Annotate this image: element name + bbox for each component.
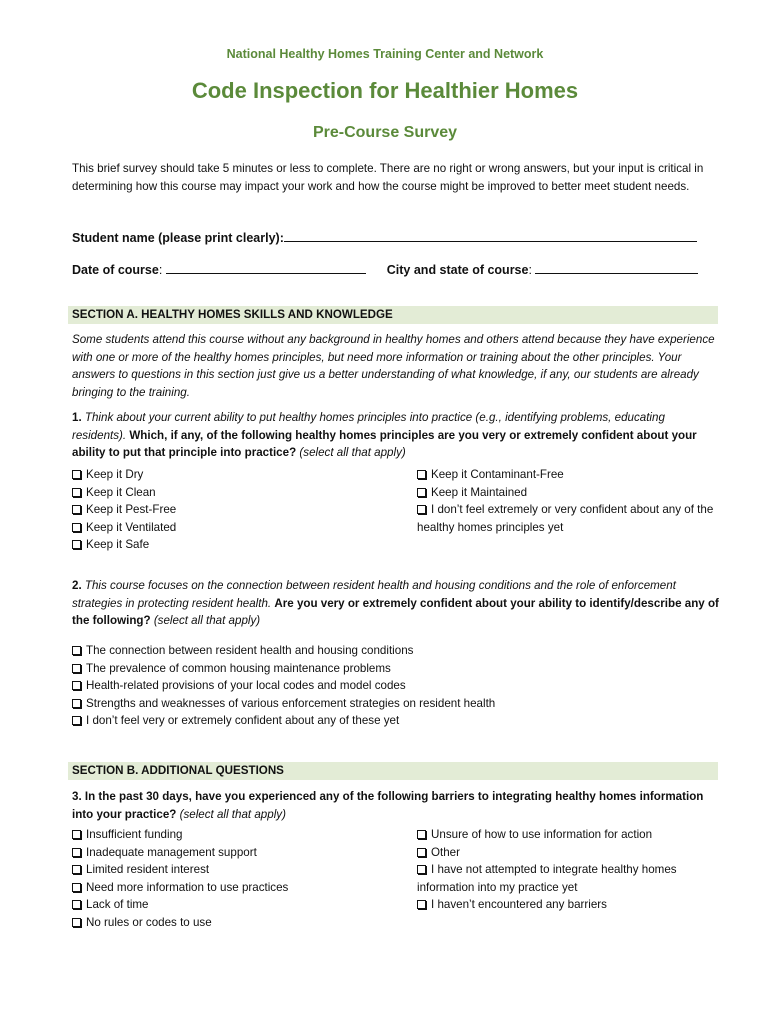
q2-option[interactable]: Health-related provisions of your local codes and model codes [72, 677, 712, 695]
checkbox[interactable] [72, 540, 81, 549]
q3-option[interactable]: Inadequate management support [72, 844, 402, 862]
student-name-label: Student name (please print clearly): [72, 231, 284, 245]
q1-lead: Think about your current ability to put healthy homes principles into practice (e.g., identifying problems, educating residents). [72, 411, 665, 442]
date-input-line[interactable] [166, 260, 366, 274]
checkbox[interactable] [72, 488, 81, 497]
q2-options [72, 642, 712, 730]
date-city-row: Date of course: City and state of course: [72, 260, 712, 277]
q1-option[interactable]: Keep it Ventilated [72, 519, 392, 537]
q3-option[interactable]: Other [417, 844, 717, 862]
q3-option[interactable]: Insufficient funding [72, 826, 402, 844]
city-input-line[interactable] [535, 260, 698, 274]
student-name-input-line[interactable] [284, 228, 697, 242]
intro-paragraph: This brief survey should take 5 minutes or less to complete. There are no right or wrong answers, but your input is critical in determining how this course may impact your work and how the course might be improved to better meet student needs. [72, 162, 704, 193]
section-a-intro: Some students attend this course without any background in healthy homes and others attend because they have experience with one or more of the healthy homes principles, but need more information or training about the other principles. Your answers to questions in this section just give us a better understanding of what knowledge, if any, our students are already bringing to the training. [72, 333, 715, 399]
date-label: Date of course [72, 263, 159, 277]
question-2 [72, 577, 720, 630]
q1-option[interactable]: Keep it Contaminant-Free [417, 466, 717, 484]
q1-question: Which, if any, of the following healthy homes principles are you very or extremely confident about your ability to put that principle into practice? [72, 428, 697, 459]
q2-option[interactable]: I don’t feel very or extremely confident about any of these yet [72, 712, 712, 730]
checkbox[interactable] [417, 505, 426, 514]
checkbox[interactable] [417, 900, 426, 909]
q1-note: (select all that apply) [299, 446, 406, 459]
q3-option[interactable]: Unsure of how to use information for action [417, 826, 717, 844]
q1-option[interactable]: Keep it Pest-Free [72, 501, 392, 519]
document-title: Code Inspection for Healthier Homes [191, 78, 579, 103]
checkbox[interactable] [72, 699, 81, 708]
student-name-row [72, 228, 712, 245]
checkbox[interactable] [72, 716, 81, 725]
question-3 [72, 788, 720, 823]
q3-question: In the past 30 days, have you experienced any of the following barriers to integrating healthy homes information into your practice? [72, 790, 704, 821]
checkbox[interactable] [72, 830, 81, 839]
checkbox[interactable] [417, 488, 426, 497]
q3-options-left [72, 826, 402, 931]
checkbox[interactable] [72, 664, 81, 673]
q3-note: (select all that apply) [179, 807, 286, 821]
q3-number: 3. [72, 790, 82, 803]
section-b-header: SECTION B. ADDITIONAL QUESTIONS [68, 762, 718, 780]
q1-option[interactable]: Keep it Dry [72, 466, 392, 484]
city-label: City and state of course [386, 263, 529, 277]
q3-option[interactable]: Need more information to use practices [72, 879, 402, 897]
q3-option[interactable]: I haven’t encountered any barriers [417, 896, 717, 914]
checkbox[interactable] [72, 848, 81, 857]
checkbox[interactable] [417, 848, 426, 857]
q1-options-left [72, 466, 392, 554]
q3-options-right [417, 826, 717, 914]
checkbox[interactable] [417, 470, 426, 479]
checkbox[interactable] [72, 900, 81, 909]
q2-number: 2. [72, 579, 82, 592]
q1-number: 1. [72, 411, 82, 424]
q2-note: (select all that apply) [153, 614, 261, 627]
checkbox[interactable] [72, 470, 81, 479]
organization-name: National Healthy Homes Training Center and Network [226, 47, 544, 61]
question-1 [72, 409, 720, 462]
q1-option[interactable]: Keep it Clean [72, 484, 392, 502]
checkbox[interactable] [417, 830, 426, 839]
checkbox[interactable] [72, 865, 81, 874]
q3-option[interactable]: Lack of time [72, 896, 402, 914]
q1-option[interactable]: Keep it Safe [72, 536, 392, 554]
checkbox[interactable] [72, 681, 81, 690]
checkbox[interactable] [72, 883, 81, 892]
q2-lead: This course focuses on the connection between resident health and housing conditions and the role of enforcement strategies in protecting resident health. [72, 579, 676, 610]
checkbox[interactable] [417, 865, 426, 874]
q1-options-right [417, 466, 717, 536]
checkbox[interactable] [72, 523, 81, 532]
section-a-header: SECTION A. HEALTHY HOMES SKILLS AND KNOWLEDGE [68, 306, 718, 324]
q1-option[interactable]: Keep it Maintained [417, 484, 717, 502]
document-subtitle: Pre-Course Survey [312, 124, 458, 141]
q3-option[interactable]: No rules or codes to use [72, 914, 402, 932]
q2-question: Are you very or extremely confident about your ability to identify/describe any of the following? [72, 596, 719, 627]
q2-option[interactable]: The connection between resident health and housing conditions [72, 642, 712, 660]
q2-option[interactable]: The prevalence of common housing maintenance problems [72, 660, 712, 678]
q1-option[interactable]: I don’t feel extremely or very confident about any of the healthy homes principles yet [417, 503, 714, 534]
q3-option[interactable]: Limited resident interest [72, 861, 402, 879]
q3-option[interactable]: I have not attempted to integrate healthy homes information into my practice yet [417, 863, 677, 894]
checkbox[interactable] [72, 646, 81, 655]
q2-option[interactable]: Strengths and weaknesses of various enforcement strategies on resident health [72, 695, 712, 713]
checkbox[interactable] [72, 505, 81, 514]
checkbox[interactable] [72, 918, 81, 927]
